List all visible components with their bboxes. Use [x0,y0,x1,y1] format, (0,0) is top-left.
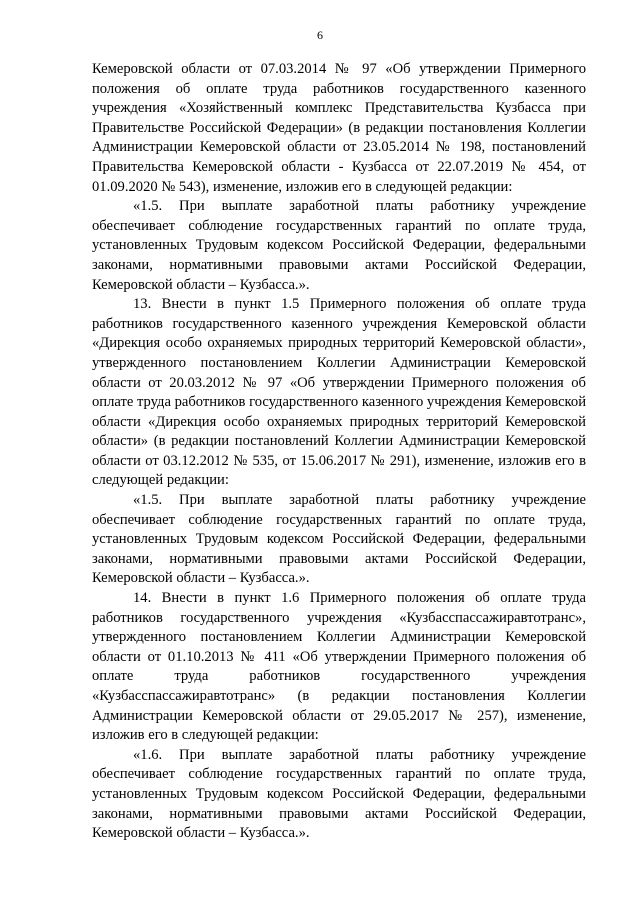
paragraph-item-14: 14. Внести в пункт 1.6 Примерного положения об оплате труда работников государственного учреждения «Кузбасспассажиравтотранс», утвержденного постановлением Коллегии Администрации Кемеровской области от 01.10.2013 № 411 «Об утверждении Примерного положения об оплате труда работников государственного учреждения «Кузбасспассажиравтотранс» (в редакции постановления Коллегии Администрации Кемеровской области от 29.05.2017 № 257), изменение, изложив его в следующей редакции: [92,590,586,744]
paragraph-continuation: Кемеровской области от 07.03.2014 № 97 «Об утверждении Примерного положения об оплате труда работников государственного казенного учреждения «Хозяйственный комплекс Представительства Кузбасса при Правительстве Российской Федерации» (в редакции постановления Коллегии Администрации Кемеровской области от 23.05.2014 № 198, постановлений Правительства Кемеровской области - Кузбасса от 22.07.2019 № 454, от 01.09.2020 № 543), изменение, изложив его в следующей редакции: [92,61,586,195]
quoted-clause-1-5: «1.5. При выплате заработной платы работнику учреждение обеспечивает соблюдение государственных гарантий по оплате труда, установленных Трудовым кодексом Российской Федерации, федеральными законами, нормативными правовыми актами Российской Федерации, Кемеровской области – Кузбасса.». [92,492,586,587]
page-number: 6 [317,28,323,42]
paragraph-item-13: 13. Внести в пункт 1.5 Примерного положения об оплате труда работников государственного казенного учреждения Кемеровской области «Дирекция особо охраняемых природных территорий Кемеровской области», утвержденного постановлением Коллегии Администрации Кемеровской области от 20.03.2012 № 97 «Об утверждении Примерного положения об оплате труда работников государственного казенного учреждения Кемеровской области «Дирекция особо охраняемых природных территорий Кемеровской области» (в редакции постановлений Коллегии Администрации Кемеровской области от 03.12.2012 № 535, от 15.06.2017 № 291), изменение, изложив его в следующей редакции: [92,296,586,489]
quoted-clause-1-6: «1.6. При выплате заработной платы работнику учреждение обеспечивает соблюдение государственных гарантий по оплате труда, установленных Трудовым кодексом Российской Федерации, федеральными законами, нормативными правовыми актами Российской Федерации, Кемеровской области – Кузбасса.». [92,746,586,842]
document-body [92,60,586,844]
quoted-clause-1-5: «1.5. При выплате заработной платы работнику учреждение обеспечивает соблюдение государственных гарантий по оплате труда, установленных Трудовым кодексом Российской Федерации, федеральными законами, нормативными правовыми актами Российской Федерации, Кемеровской области – Кузбасса.». [92,198,586,293]
